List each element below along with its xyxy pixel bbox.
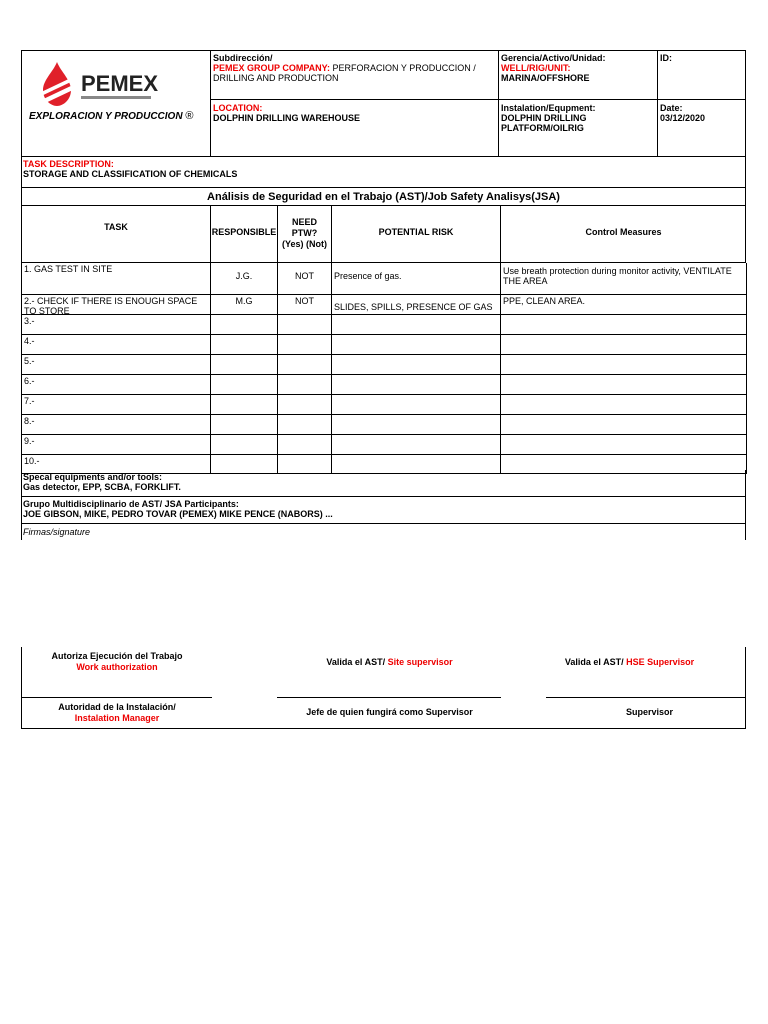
cell-responsible: J.G.	[211, 263, 278, 295]
table-row	[22, 355, 747, 375]
cell-ptw	[278, 315, 332, 335]
jefe-label: Jefe de quien fungirá como Supervisor	[306, 707, 473, 717]
cell-responsible	[211, 375, 278, 395]
cell-risk	[332, 355, 501, 375]
cell-task: 2.- CHECK IF THERE IS ENOUGH SPACE TO STORE	[22, 295, 211, 315]
cell-responsible	[211, 315, 278, 335]
cell-ptw	[278, 395, 332, 415]
cell-ptw: NOT	[278, 295, 332, 315]
cell-risk	[332, 395, 501, 415]
location-value: DOLPHIN DRILLING WAREHOUSE	[213, 113, 361, 123]
id-cell: ID:	[658, 50, 746, 100]
cell-ptw	[278, 415, 332, 435]
company-line: PEMEX GROUP COMPANY: PERFORACION Y PRODUCCION / DRILLING AND PRODUCTION	[213, 63, 476, 83]
cell-risk	[332, 415, 501, 435]
table-row	[22, 395, 747, 415]
signature-block: Autoriza Ejecución del Trabajo Work authorization Valida el AST/ Site supervisor Valida el AST/ HSE Supervisor Autoridad de la Instalación/ Instalation Manager Jefe de quien fungirá como Supervisor Supervisor	[21, 647, 746, 729]
valida-site: Valida el AST/ Site supervisor	[326, 657, 453, 667]
table-row	[22, 435, 747, 455]
cell-ptw: NOT	[278, 263, 332, 295]
col-responsible: RESPONSIBLE	[211, 227, 277, 237]
cell-task: 7.-	[22, 395, 211, 415]
table-row	[22, 375, 747, 395]
cell-control	[501, 315, 747, 335]
table-title: Análisis de Seguridad en el Trabajo (AST)/Job Safety Analisys(JSA)	[207, 191, 560, 203]
cell-control: Use breath protection during monitor activity, VENTILATE THE AREA	[501, 263, 747, 295]
table-header	[21, 206, 746, 263]
logo-cell	[21, 50, 211, 157]
table-row	[22, 415, 747, 435]
signature-label-block: Firmas/signature	[21, 524, 746, 540]
cell-responsible	[211, 435, 278, 455]
cell-task: 9.-	[22, 435, 211, 455]
col-ptw: NEED PTW? (Yes) (Not)	[282, 217, 327, 249]
logo-text: PEMEX	[81, 71, 159, 96]
autoridad-label: Autoridad de la Instalación/	[58, 702, 176, 712]
cell-responsible	[211, 395, 278, 415]
cell-control: PPE, CLEAN AREA.	[501, 295, 747, 315]
cell-ptw	[278, 435, 332, 455]
cell-control	[501, 335, 747, 355]
supervisor-label: Supervisor	[625, 707, 674, 717]
cell-ptw	[278, 355, 332, 375]
cell-ptw	[278, 335, 332, 355]
cell-control	[501, 355, 747, 375]
cell-task: 3.-	[22, 315, 211, 335]
logo-subtitle: EXPLORACION Y PRODUCCION ®	[29, 110, 194, 122]
gerencia-cell: Gerencia/Activo/Unidad: WELL/RIG/UNIT: MARINA/OFFSHORE	[499, 50, 658, 100]
cell-task: 1. GAS TEST IN SITE	[22, 263, 211, 295]
cell-control	[501, 375, 747, 395]
subdireccion-label: Subdirección/	[213, 53, 273, 63]
location-cell	[211, 100, 499, 157]
cell-ptw	[278, 375, 332, 395]
cell-risk: Presence of gas.	[332, 263, 501, 295]
cell-responsible: M.G	[211, 295, 278, 315]
cell-risk	[332, 375, 501, 395]
location-label: LOCATION:	[213, 103, 263, 113]
cell-responsible	[211, 355, 278, 375]
cell-control	[501, 415, 747, 435]
subdireccion-cell	[211, 50, 499, 100]
equipment-block: Specal equipments and/or tools: Gas detector, EPP, SCBA, FORKLIFT.	[21, 470, 746, 497]
cell-risk	[332, 315, 501, 335]
cell-control	[501, 395, 747, 415]
cell-risk: SLIDES, SPILLS, PRESENCE OF GAS	[332, 295, 501, 315]
participants-block: Grupo Multidisciplinario de AST/ JSA Participants: JOE GIBSON, MIKE, PEDRO TOVAR (PEMEX) MIKE PENCE (NABORS) ...	[21, 497, 746, 524]
table-row	[22, 263, 747, 295]
task-description-block: TASK DESCRIPTION: STORAGE AND CLASSIFICATION OF CHEMICALS	[21, 157, 746, 188]
table-row	[22, 335, 747, 355]
cell-task: 8.-	[22, 415, 211, 435]
table-row	[22, 295, 747, 315]
sig-line-3	[546, 697, 746, 698]
auth-label: Autoriza Ejecución del Trabajo	[51, 651, 183, 661]
cell-task: 5.-	[22, 355, 211, 375]
col-control: Control Measures	[585, 227, 662, 237]
sig-line-2	[277, 697, 501, 698]
cell-responsible	[211, 415, 278, 435]
cell-responsible	[211, 335, 278, 355]
cell-control	[501, 435, 747, 455]
cell-task: 6.-	[22, 375, 211, 395]
col-risk: POTENTIAL RISK	[378, 227, 454, 237]
instalation-cell: Instalation/Equpment: DOLPHIN DRILLING PLATFORM/OILRIG	[499, 100, 658, 157]
sig-line-1	[22, 697, 212, 698]
cell-task: 4.-	[22, 335, 211, 355]
cell-task: 10.-	[22, 455, 211, 474]
cell-risk	[332, 335, 501, 355]
col-task: TASK	[104, 222, 128, 232]
valida-hse: Valida el AST/ HSE Supervisor	[564, 657, 695, 667]
cell-risk	[332, 435, 501, 455]
date-cell: Date: 03/12/2020	[660, 103, 706, 123]
table-body	[21, 263, 746, 474]
table-title-block	[21, 188, 746, 206]
table-row	[22, 315, 747, 335]
pemex-logo	[35, 58, 165, 118]
